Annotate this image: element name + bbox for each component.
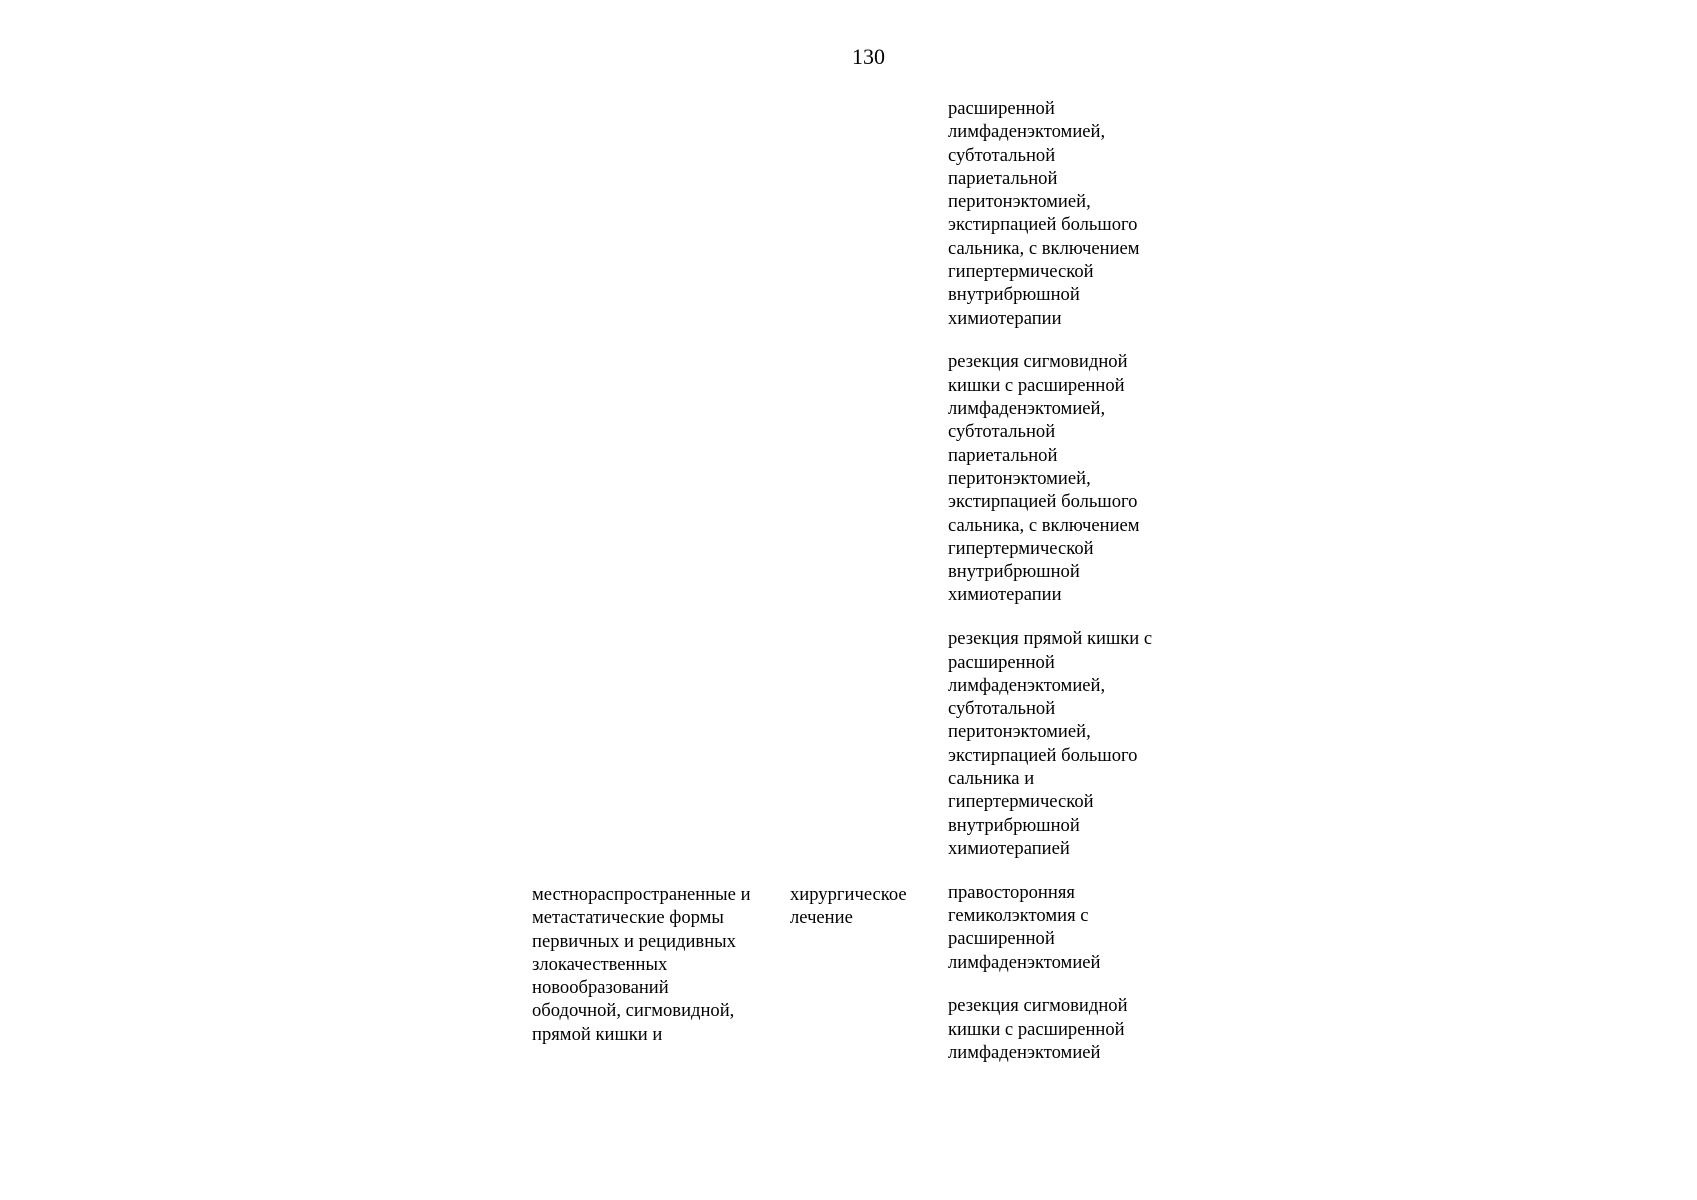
diagnosis-line: местнораспространенные и [532,884,751,905]
method-line: сальника, с включением [948,514,1140,536]
page-number: 130 [852,44,885,69]
treatment-line: лечение [790,907,853,929]
method-line: париетальной [948,167,1058,189]
method-line: перитонэктомией, [948,721,1091,743]
method-line: париетальной [948,444,1058,466]
method-line: субтотальной [948,698,1056,720]
method-line: резекция сигмовидной [948,351,1128,373]
method-line: сальника, с включением [948,237,1140,259]
diagnosis-line: метастатические формы [532,907,724,929]
method-block [948,97,1193,330]
method-line: лимфаденэктомией, [948,398,1106,420]
method-line: субтотальной [948,144,1056,166]
method-line: перитонэктомией, [948,467,1091,489]
method-line: гемиколэктомия с [948,905,1089,926]
method-block [948,627,1193,860]
treatment-methods-cell [948,97,1193,1085]
diagnosis-line: злокачественных [532,953,668,975]
method-line: сальника и [948,768,1035,790]
method-line: гипертермической [948,791,1094,813]
diagnosis-line: прямой кишки и [532,1023,663,1045]
method-line: лимфаденэктомией, [948,674,1106,696]
method-line: гипертермической [948,537,1094,559]
method-line: экстирпацией большого [948,744,1138,766]
method-line: резекция сигмовидной [948,995,1128,1017]
method-line: лимфаденэктомией [948,951,1101,973]
method-line: резекция прямой кишки с [948,628,1153,650]
treatment-line: хирургическое [790,884,907,905]
method-line: гипертермической [948,261,1094,283]
method-line: субтотальной [948,421,1056,443]
method-line: внутрибрюшной [948,561,1080,583]
diagnosis-line: ободочной, сигмовидной, [532,1000,735,1022]
method-line: кишки с расширенной [948,374,1125,396]
method-line: расширенной [948,98,1055,119]
diagnosis-cell [532,883,782,1046]
method-block [948,881,1193,974]
diagnosis-line: первичных и рецидивных [532,930,736,952]
method-line: химиотерапии [948,307,1062,329]
method-block [948,994,1193,1064]
method-line: лимфаденэктомией, [948,121,1106,143]
method-line: внутрибрюшной [948,284,1080,306]
method-line: внутрибрюшной [948,814,1080,836]
treatment-type-cell [790,883,940,930]
method-block [948,350,1193,606]
method-line: расширенной [948,651,1055,673]
method-line: химиотерапией [948,837,1070,859]
method-line: расширенной [948,928,1055,950]
method-line: кишки с расширенной [948,1018,1125,1040]
method-line: экстирпацией большого [948,491,1138,513]
method-line: лимфаденэктомией [948,1041,1101,1063]
diagnosis-line: новообразований [532,977,669,999]
method-line: перитонэктомией, [948,191,1091,213]
method-line: экстирпацией большого [948,214,1138,236]
method-line: химиотерапии [948,584,1062,606]
method-line: правосторонняя [948,881,1075,903]
